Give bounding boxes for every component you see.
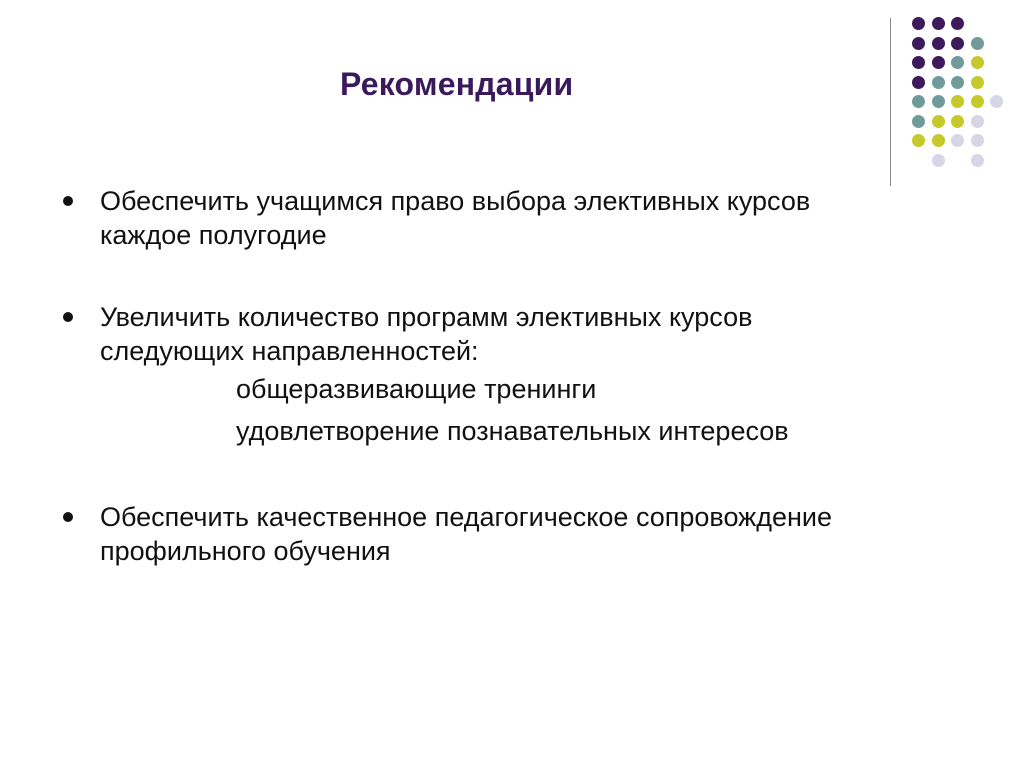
decorative-dot [912,115,925,128]
decorative-dot [912,17,925,30]
decorative-dot [932,134,945,147]
decorative-dot [912,95,925,108]
vertical-divider [890,18,891,186]
bullet-marker [63,312,73,322]
decorative-dot [951,76,964,89]
decorative-dot [932,56,945,69]
bullet-text-line: Обеспечить учащимся право выбора элективных курсов [100,186,811,216]
bullet-text-line: каждое полугодие [100,220,327,250]
decorative-dot [932,17,945,30]
decorative-dot [912,37,925,50]
bullet-text-line: Увеличить количество программ элективных курсов [100,302,753,332]
bullet-item-3 [62,500,992,568]
bullet-marker [63,512,73,522]
decorative-dot [912,76,925,89]
decorative-dot [971,154,984,167]
sub-item-2: удовлетворение познавательных интересов [236,416,789,446]
decorative-dot [951,56,964,69]
bullet-marker [63,196,73,206]
decorative-dot [971,95,984,108]
decorative-dot [932,37,945,50]
bullet-text-line: профильного обучения [100,536,391,566]
decorative-dot [971,56,984,69]
decorative-dot [971,134,984,147]
decorative-dot [971,115,984,128]
decorative-dot [912,134,925,147]
decorative-dot [932,76,945,89]
bullet-item-1 [62,184,992,252]
sub-item-1: общеразвивающие тренинги [236,374,597,404]
bullet-list [62,184,992,568]
decorative-dot [951,95,964,108]
bullet-text-line: следующих направленностей: [100,336,479,366]
decorative-dot [971,37,984,50]
decorative-dot [932,115,945,128]
decorative-dot [951,37,964,50]
decorative-dot [951,115,964,128]
slide-title: Рекомендации [340,66,574,102]
bullet-item-2 [62,300,992,452]
bullet-text-line: Обеспечить качественное педагогическое сопровождение [100,502,833,532]
decorative-dot [932,95,945,108]
decorative-dot [971,76,984,89]
decorative-dot [932,154,945,167]
decorative-dot [951,134,964,147]
decorative-dot [951,17,964,30]
decorative-dot [990,95,1003,108]
decorative-dot [912,56,925,69]
